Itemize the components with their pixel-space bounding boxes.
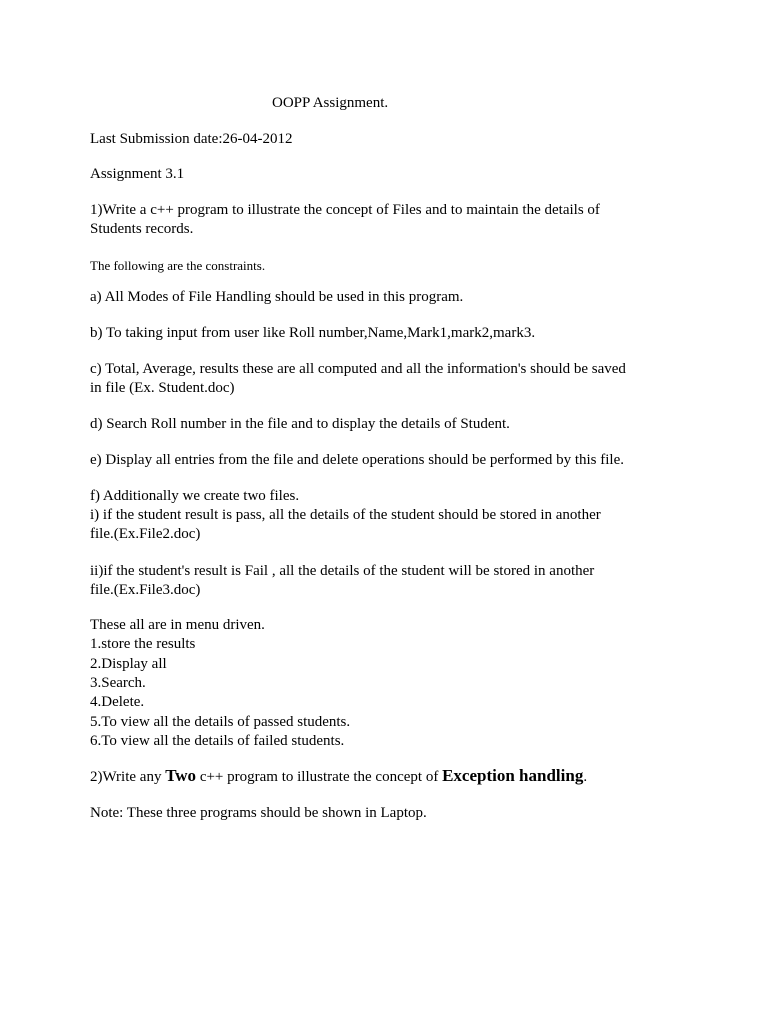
question-2-part-2: c++ program to illustrate the concept of <box>196 769 443 785</box>
question-1-line-1: 1)Write a c++ program to illustrate the concept of Files and to maintain the details of <box>90 202 600 218</box>
menu-item: 5.To view all the details of passed students. <box>90 714 351 730</box>
constraints-intro: The following are the constraints. <box>90 258 266 273</box>
constraint-e: e) Display all entries from the file and delete operations should be performed by this file. <box>90 452 625 468</box>
document-title: OOPP Assignment. <box>272 95 389 111</box>
menu-item: 3.Search. <box>90 675 146 691</box>
menu-item: 1.store the results <box>90 636 196 652</box>
menu-item: 4.Delete. <box>90 694 145 710</box>
constraint-f: f) Additionally we create two files. <box>90 488 300 504</box>
note: Note: These three programs should be shown in Laptop. <box>90 805 427 821</box>
menu-intro: These all are in menu driven. <box>90 617 265 633</box>
question-2 <box>90 766 587 787</box>
constraint-f-i-line-2: file.(Ex.File2.doc) <box>90 526 201 542</box>
constraint-c-line-1: c) Total, Average, results these are all computed and all the information's should be saved <box>90 361 626 377</box>
question-2-part-3: . <box>583 769 588 785</box>
constraint-d: d) Search Roll number in the file and to display the details of Student. <box>90 416 510 432</box>
constraint-f-ii-line-1: ii)if the student's result is Fail , all the details of the student will be stored in another <box>90 563 595 579</box>
constraint-f-i-line-1: i) if the student result is pass, all the details of the student should be stored in another <box>90 507 601 523</box>
menu-item: 6.To view all the details of failed students. <box>90 733 345 749</box>
question-1-line-2: Students records. <box>90 221 194 237</box>
constraint-c-line-2: in file (Ex. Student.doc) <box>90 380 235 396</box>
question-2-bold-exception: Exception handling <box>442 766 584 785</box>
submission-date: Last Submission date:26-04-2012 <box>90 131 293 147</box>
constraint-f-ii-line-2: file.(Ex.File3.doc) <box>90 582 201 598</box>
question-2-part-1: 2)Write any <box>90 769 166 785</box>
question-2-bold-two: Two <box>165 766 197 785</box>
constraint-a: a) All Modes of File Handling should be used in this program. <box>90 289 464 305</box>
constraint-b: b) To taking input from user like Roll number,Name,Mark1,mark2,mark3. <box>90 325 536 341</box>
assignment-heading: Assignment 3.1 <box>90 166 185 182</box>
menu-item: 2.Display all <box>90 656 167 672</box>
